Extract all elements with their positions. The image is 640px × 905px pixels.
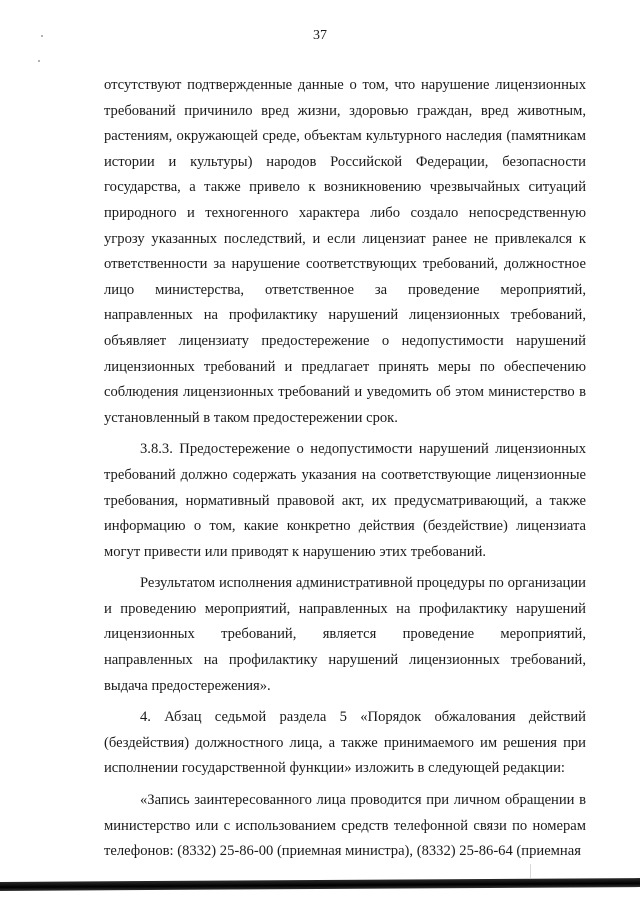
paragraph-item-4: 4. Абзац седьмой раздела 5 «Порядок обжалования действий (бездействия) должностного лица, а также принимаемого им решения при исполнении государственной функции» изложить в следующей редакции:: [104, 709, 586, 777]
scan-edge-bar: [0, 878, 640, 891]
scan-speck: [38, 60, 40, 62]
document-body: [104, 73, 586, 865]
page-number: 37: [313, 28, 327, 43]
scan-artifact: [530, 864, 535, 878]
paragraph-continuation: отсутствуют подтвержденные данные о том, что нарушение лицензионных требований причинило вред жизни, здоровью граждан, вред животным, растениям, окружающей среде, объектам культурного наследия (памятникам истории и культуры) народов Российской Федерации, безопасности государства, а также привело к возникновению чрезвычайных ситуаций природного и техногенного характера либо создало непосредственную угрозу указанных последствий, и если лицензиат ранее не привлекался к ответственности за нарушение соответствующих требований, должностное лицо министерства, ответственное за проведение мероприятий, направленных на профилактику нарушений лицензионных требований, объявляет лицензиату предостережение о недопустимости нарушений лицензионных требований и предлагает принять меры по обеспечению соблюдения лицензионных требований и уведомить об этом министерство в установленный в таком предостережении срок.: [104, 77, 586, 426]
paragraph-quoted-amendment: «Запись заинтересованного лица проводится при личном обращении в министерство или с использованием средств телефонной связи по номерам телефонов: (8332) 25-86-00 (приемная министра), (8332) 25-86-64 (приемная: [104, 792, 586, 860]
paragraph-3-8-3: 3.8.3. Предостережение о недопустимости нарушений лицензионных требований должно содержать указания на соответствующие лицензионные требования, нормативный правовой акт, их предусматривающий, а также информацию о том, какие конкретно действия (бездействие) лицензиата могут привести или приводят к нарушению этих требований.: [104, 441, 586, 560]
scan-speck: [41, 35, 43, 37]
paragraph-procedure-result: Результатом исполнения административной процедуры по организации и проведению мероприятий, направленных на профилактику нарушений лицензионных требований, является проведение мероприятий, направленных на профилактику нарушений лицензионных требований, выдача предостережения».: [104, 575, 586, 694]
